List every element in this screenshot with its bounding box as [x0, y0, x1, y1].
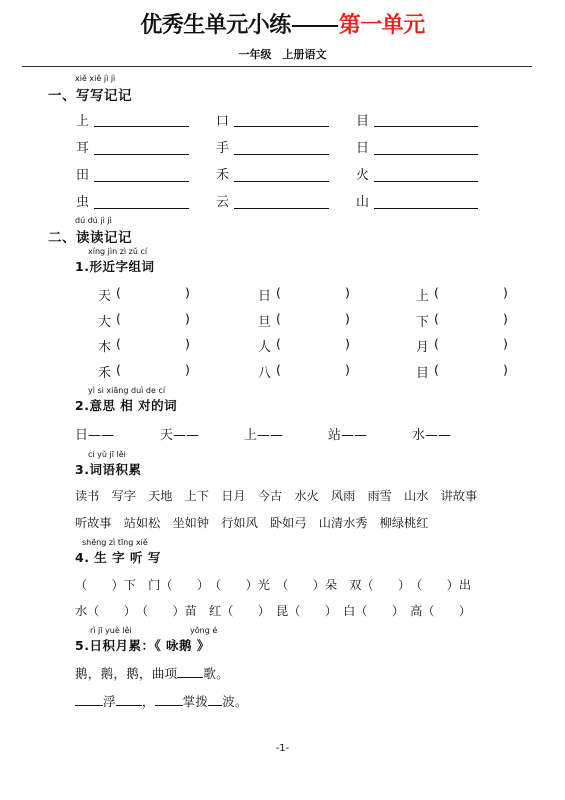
q3-pinyin: cí yǔ jī lěi — [88, 450, 126, 459]
similar-char: 下 — [416, 315, 430, 330]
answer-paren[interactable]: ( — [276, 285, 281, 300]
answer-paren: ) — [185, 311, 190, 326]
write-line[interactable] — [374, 126, 478, 127]
answer-paren: ) — [503, 336, 508, 351]
section1-pinyin: xiě xiě jì jì — [75, 74, 116, 83]
similar-char: 旦 — [258, 315, 272, 330]
poem-blank[interactable] — [155, 705, 183, 706]
answer-paren[interactable]: ( — [116, 311, 121, 326]
poem-text: 鹅，鹅，鹅，曲项 — [75, 666, 178, 681]
title-unit: 第一单元 — [338, 13, 425, 38]
answer-paren[interactable]: ( — [434, 362, 439, 377]
answer-paren[interactable]: ( — [276, 362, 281, 377]
poem-text: 浮 — [103, 694, 116, 709]
similar-char: 木 — [98, 340, 112, 355]
poem-text: ， — [141, 694, 155, 709]
worksheet-title — [0, 8, 565, 39]
similar-char: 人 — [258, 340, 272, 355]
poem-text: 歌。 — [203, 666, 230, 681]
write-line[interactable] — [234, 208, 329, 209]
poem-blank[interactable] — [75, 705, 103, 706]
similar-char: 八 — [258, 366, 272, 381]
q5-title: 5.日积月累：《 咏鹅 》 — [75, 638, 210, 653]
q2-title: 2.意思 相 对的词 — [75, 398, 178, 413]
opposite-word: 站—— — [328, 428, 368, 443]
similar-char: 大 — [98, 315, 112, 330]
write-line[interactable] — [234, 154, 329, 155]
answer-paren[interactable]: ( — [116, 285, 121, 300]
write-char: 火 — [356, 168, 370, 183]
write-line[interactable] — [374, 154, 478, 155]
answer-paren: ) — [185, 285, 190, 300]
write-char: 田 — [76, 168, 90, 183]
q4-title: 4. 生 字 听 写 — [75, 550, 161, 565]
write-char: 山 — [356, 195, 370, 210]
q4-pinyin: shēng zì tīng xiě — [82, 538, 148, 547]
title-main: 优秀生单元小练 — [140, 13, 291, 38]
similar-char: 日 — [258, 289, 272, 304]
q5-pinyin: rì jī yuè lěi — [90, 626, 132, 635]
similar-char: 目 — [416, 366, 430, 381]
poem-line-1 — [75, 664, 229, 682]
section1-title: 一、写写记记 — [48, 88, 132, 104]
similar-char: 天 — [98, 289, 112, 304]
write-line[interactable] — [94, 154, 189, 155]
answer-paren: ) — [503, 311, 508, 326]
dictation-line[interactable]: （ ）下 门（ ） （ ）光 （ ）朵 双（ ） （ ）出 — [75, 578, 472, 592]
answer-paren: ) — [345, 285, 350, 300]
opposite-word: 日—— — [75, 428, 115, 443]
q2-pinyin: yì si xiāng duì de cí — [88, 386, 166, 395]
poem-blank[interactable] — [116, 705, 142, 706]
write-line[interactable] — [234, 181, 329, 182]
write-char: 目 — [356, 114, 370, 129]
write-line[interactable] — [234, 126, 329, 127]
answer-paren[interactable]: ( — [434, 311, 439, 326]
write-char: 口 — [216, 114, 230, 129]
q5-poem-pinyin: yǒng é — [190, 626, 218, 635]
worksheet-subtitle: 一年级 上册语文 — [238, 48, 327, 61]
write-char: 云 — [216, 195, 230, 210]
answer-paren: ) — [503, 362, 508, 377]
opposite-word: 上—— — [244, 428, 284, 443]
write-line[interactable] — [374, 181, 478, 182]
answer-paren: ) — [185, 362, 190, 377]
poem-blank[interactable] — [177, 677, 203, 678]
write-char: 虫 — [76, 195, 90, 210]
word-list-line: 听故事 站如松 坐如钟 行如风 卧如弓 山清水秀 柳绿桃红 — [75, 516, 429, 530]
dictation-line[interactable]: 水（ ） （ ）苗 红（ ） 昆（ ） 白（ ） 高（ ） — [75, 604, 472, 618]
write-char: 耳 — [76, 141, 90, 156]
opposite-word: 水—— — [412, 428, 452, 443]
poem-text: 掌拨 — [182, 694, 209, 709]
write-char: 日 — [356, 141, 370, 156]
write-line[interactable] — [94, 208, 189, 209]
similar-char: 月 — [416, 340, 430, 355]
write-line[interactable] — [94, 126, 189, 127]
answer-paren: ) — [345, 362, 350, 377]
answer-paren[interactable]: ( — [276, 311, 281, 326]
poem-blank[interactable] — [208, 705, 222, 706]
section2-title: 二、读读记记 — [48, 230, 132, 246]
answer-paren: ) — [503, 285, 508, 300]
word-list-line: 读书 写字 天地 上下 日月 今古 水火 风雨 雨雪 山水 讲故事 — [75, 489, 478, 503]
title-dash — [292, 25, 338, 27]
write-char: 上 — [76, 114, 90, 129]
answer-paren[interactable]: ( — [434, 336, 439, 351]
write-char: 禾 — [216, 168, 230, 183]
q3-title: 3.词语积累 — [75, 462, 142, 477]
answer-paren[interactable]: ( — [116, 336, 121, 351]
write-char: 手 — [216, 141, 230, 156]
header-divider — [22, 66, 532, 67]
write-line[interactable] — [374, 208, 478, 209]
page-number: -1- — [275, 743, 290, 754]
answer-paren: ) — [345, 336, 350, 351]
q1-pinyin: xíng jìn zì zǔ cí — [88, 247, 148, 256]
write-line[interactable] — [94, 181, 189, 182]
poem-text: 波。 — [222, 694, 248, 709]
answer-paren[interactable]: ( — [434, 285, 439, 300]
similar-char: 禾 — [98, 366, 112, 381]
section2-pinyin: dú dú jì jì — [75, 216, 112, 225]
q1-title: 1.形近字组词 — [75, 259, 155, 274]
opposite-word: 天—— — [160, 428, 200, 443]
similar-char: 上 — [416, 289, 430, 304]
answer-paren: ) — [185, 336, 190, 351]
answer-paren: ) — [345, 311, 350, 326]
poem-line-2 — [75, 692, 248, 710]
answer-paren[interactable]: ( — [116, 362, 121, 377]
answer-paren[interactable]: ( — [276, 336, 281, 351]
